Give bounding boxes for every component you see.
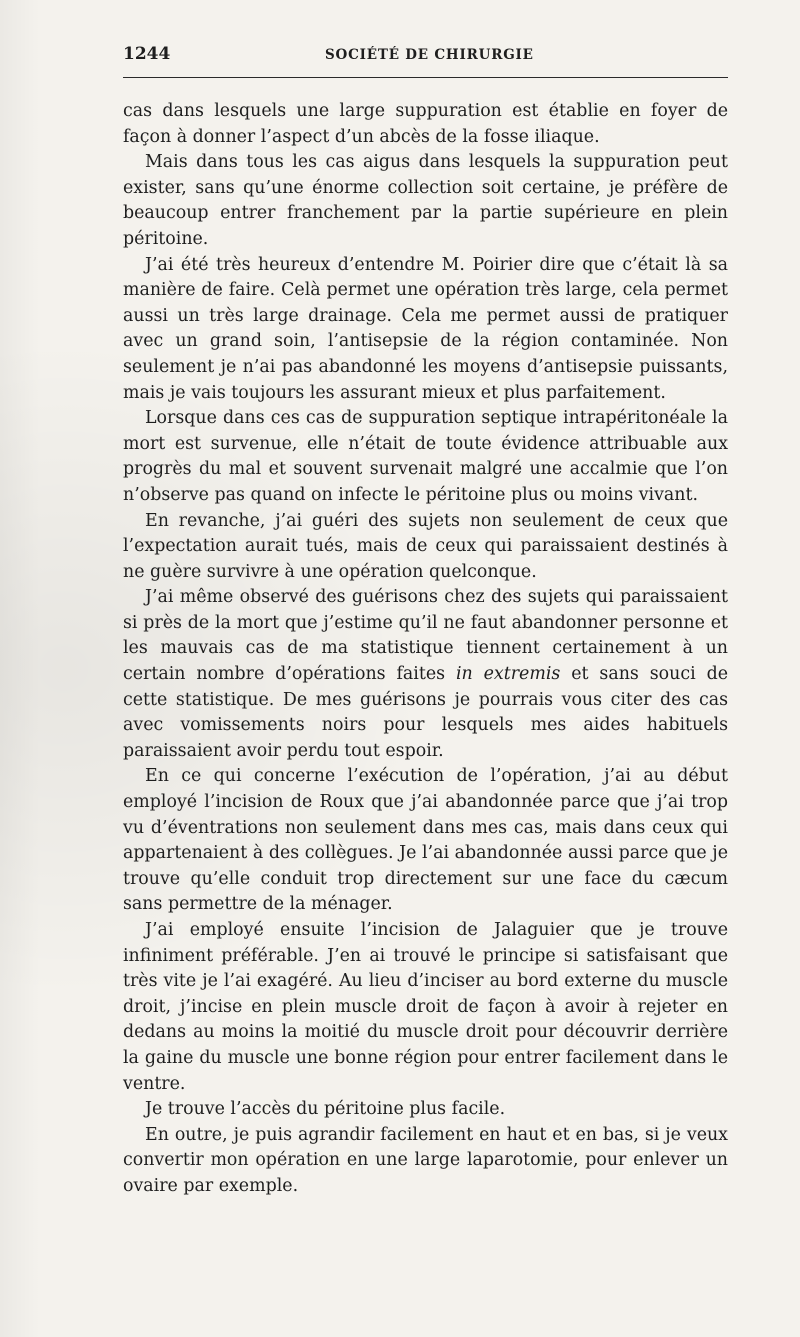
paragraph-3: J’ai été très heureux d’entendre M. Poirier dire que c’était là sa manière de faire. Celà permet une opération très large, cela permet aussi un très large drainage. Cela me permet aussi de pratiquer avec un grand soin, l’antisepsie de la région contaminée. Non seulement je n’ai pas abandonné les moyens d’antisepsie puissants, mais je vais toujours les assurant mieux et plus parfaitement. xyxy=(123,254,728,403)
paragraph-6-text-after: et sans souci de cette statistique. De mes guérisons je pourrais vous citer des cas avec vomissements noirs pour lesquels mes aides habituels paraissaient avoir perdu tout espoir. xyxy=(123,664,728,761)
header-rule xyxy=(123,77,728,78)
paragraph-1: cas dans lesquels une large suppuration est établie en foyer de façon à donner l’aspect d’un abcès de la fosse iliaque. xyxy=(123,101,728,147)
paragraph-6-text-before: J’ai même observé des guérisons chez des sujets qui paraissaient si près de la mort que j’estime qu’il ne faut abandonner personne et les mauvais cas de ma statistique tiennent certainement à un certain nombre d’opérations faites xyxy=(123,587,728,685)
body-text xyxy=(123,99,728,1200)
paragraph-8: J’ai employé ensuite l’incision de Jalaguier que je trouve infiniment préférable. J’en ai trouvé le principe si satisfaisant que très vite je l’ai exagéré. Au lieu d’inciser au bord externe du muscle droit, j’incise en plein muscle droit de façon à avoir à rejeter en dedans au moins la moitié du muscle droit pour découvrir derrière la gaine du muscle une bonne région pour entrer facilement dans le ventre. xyxy=(123,920,728,1094)
paragraph-7: En ce qui concerne l’exécution de l’opération, j’ai au début employé l’incision de Roux que j’ai abandonnée parce que j’ai trop vu d’éventrations non seulement dans mes cas, mais dans ceux qui appartenaient à des collègues. Je l’ai abandonnée aussi parce que je trouve qu’elle conduit trop directement sur une face du cæcum sans permettre de la ménager. xyxy=(123,766,728,915)
journal-title: SOCIÉTÉ DE CHIRURGIE xyxy=(325,47,534,63)
paragraph-2: Mais dans tous les cas aigus dans lesquels la suppuration peut exister, sans qu’une énorme collection soit certaine, je préfère de beaucoup entrer franchement par la partie supérieure en plein péritoine. xyxy=(123,152,728,249)
paragraph-6-italic-phrase: in extremis xyxy=(455,664,561,685)
running-head xyxy=(123,44,728,70)
paragraph-6 xyxy=(123,585,728,764)
paragraph-4: Lorsque dans ces cas de suppuration septique intrapéritonéale la mort est survenue, elle n’était de toute évidence attribuable aux progrès du mal et souvent survenait malgré une accalmie que l’on n’observe pas quand on infecte le péritoine plus ou moins vivant. xyxy=(123,408,728,505)
page-number: 1244 xyxy=(123,44,171,64)
paragraph-10: En outre, je puis agrandir facilement en haut et en bas, si je veux convertir mon opération en une large laparotomie, pour enlever un ovaire par exemple. xyxy=(123,1124,728,1196)
paragraph-5: En revanche, j’ai guéri des sujets non seulement de ceux que l’expectation aurait tués, mais de ceux qui paraissaient destinés à ne guère survivre à une opération quelconque. xyxy=(123,510,728,582)
paragraph-9: Je trouve l’accès du péritoine plus facile. xyxy=(145,1099,506,1120)
